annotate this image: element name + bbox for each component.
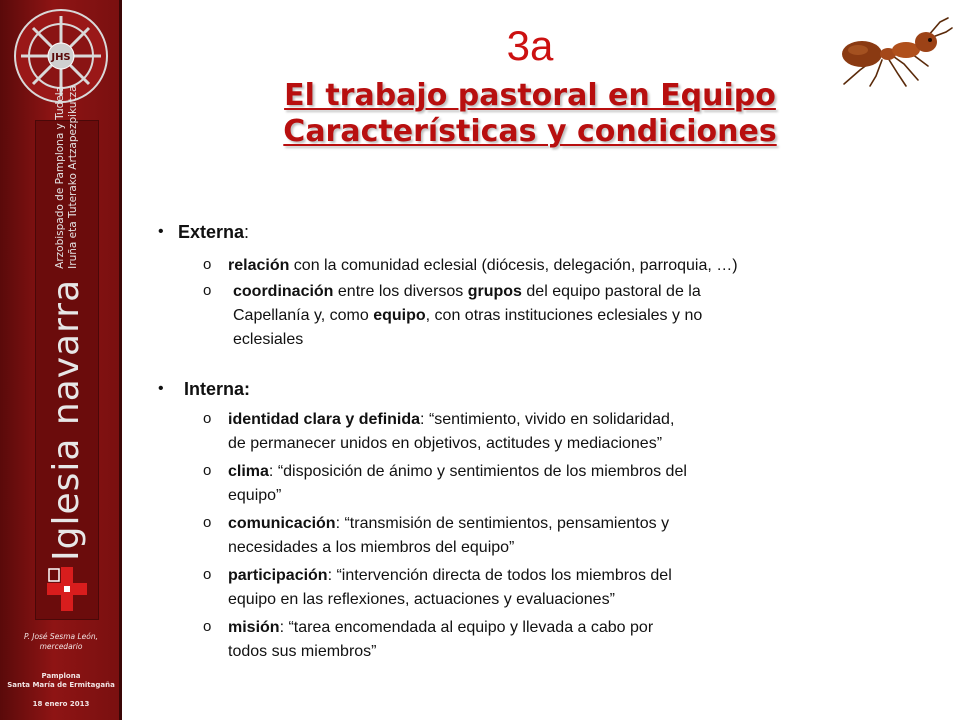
- author-order: mercedario: [39, 642, 83, 651]
- item-key: coordinación: [233, 283, 334, 300]
- item-key: comunicación: [228, 515, 336, 532]
- item-text: Capellanía y, como: [233, 307, 374, 324]
- item-text: : “transmisión de sentimientos, pensamientos y: [335, 515, 670, 532]
- title-line-1: El trabajo pastoral en Equipo: [284, 78, 776, 113]
- sub-mark: o: [203, 566, 212, 583]
- section-externa: [178, 222, 249, 242]
- item-key: equipo: [373, 307, 426, 324]
- date-credit: 18 enero 2013: [32, 700, 90, 708]
- interna-item-comunicacion-cont: necesidades a los miembros del equipo”: [228, 539, 515, 556]
- diocese-line-1: Arzobispado de Pamplona y Tudela: [54, 85, 66, 269]
- brand-name: Iglesia navarra: [46, 278, 87, 561]
- externa-item-coordinacion-end: eclesiales: [233, 331, 304, 348]
- sub-mark: o: [203, 282, 212, 299]
- item-key: grupos: [467, 283, 522, 300]
- section-externa-label: Externa: [178, 222, 245, 242]
- interna-item-mision-cont: todos sus miembros”: [228, 643, 377, 660]
- item-text: : “sentimiento, vivido en solidaridad,: [420, 411, 675, 428]
- item-text: : “intervención directa de todos los miembros del: [327, 567, 672, 584]
- section-externa-colon: :: [244, 222, 250, 242]
- sub-mark: o: [203, 618, 212, 635]
- place-city: Pamplona: [41, 672, 81, 680]
- bullet-externa: •: [158, 223, 164, 240]
- item-key: misión: [228, 619, 280, 636]
- interna-item-participacion: [228, 566, 672, 586]
- seal-center-text: JHS: [51, 52, 71, 63]
- externa-item-coordinacion: [233, 282, 701, 302]
- item-text: : “disposición de ánimo y sentimientos de los miembros del: [268, 463, 687, 480]
- sub-mark: o: [203, 462, 212, 479]
- item-key: relación: [228, 257, 290, 274]
- author-name: P. José Sesma León,: [23, 632, 99, 641]
- interna-item-identidad: [228, 410, 674, 430]
- interna-item-comunicacion: [228, 514, 669, 534]
- title-line-2: Características y condiciones: [283, 114, 777, 149]
- item-text: con la comunidad eclesial (diócesis, delegación, parroquia, …): [289, 257, 738, 274]
- externa-item-coordinacion-cont: [233, 306, 702, 326]
- item-key: clima: [228, 463, 269, 480]
- item-text: entre los diversos: [333, 283, 468, 300]
- diocese-line-2: Iruña eta Tuterako Artzapezpikutza: [67, 85, 79, 269]
- interna-item-clima: [228, 462, 687, 482]
- place-parish: Santa María de Ermitagaña: [7, 681, 115, 689]
- interna-item-clima-cont: equipo”: [228, 487, 282, 504]
- item-key: identidad clara y definida: [228, 411, 421, 428]
- sub-mark: o: [203, 514, 212, 531]
- item-text: del equipo pastoral de la: [521, 283, 701, 300]
- externa-item-relacion: [228, 256, 738, 276]
- sub-mark: o: [203, 410, 212, 427]
- bullet-interna: •: [158, 380, 164, 397]
- slide-number: 3a: [506, 22, 554, 69]
- interna-item-participacion-cont: equipo en las reflexiones, actuaciones y evaluaciones”: [228, 591, 615, 608]
- item-key: participación: [228, 567, 328, 584]
- section-interna: Interna:: [184, 379, 251, 399]
- item-text: : “tarea encomendada al equipo y llevada a cabo por: [279, 619, 654, 636]
- sub-mark: o: [203, 256, 212, 273]
- interna-item-mision: [228, 618, 653, 638]
- interna-item-identidad-cont: de permanecer unidos en objetivos, actitudes y mediaciones”: [228, 435, 663, 452]
- item-text: , con otras instituciones eclesiales y no: [425, 307, 703, 324]
